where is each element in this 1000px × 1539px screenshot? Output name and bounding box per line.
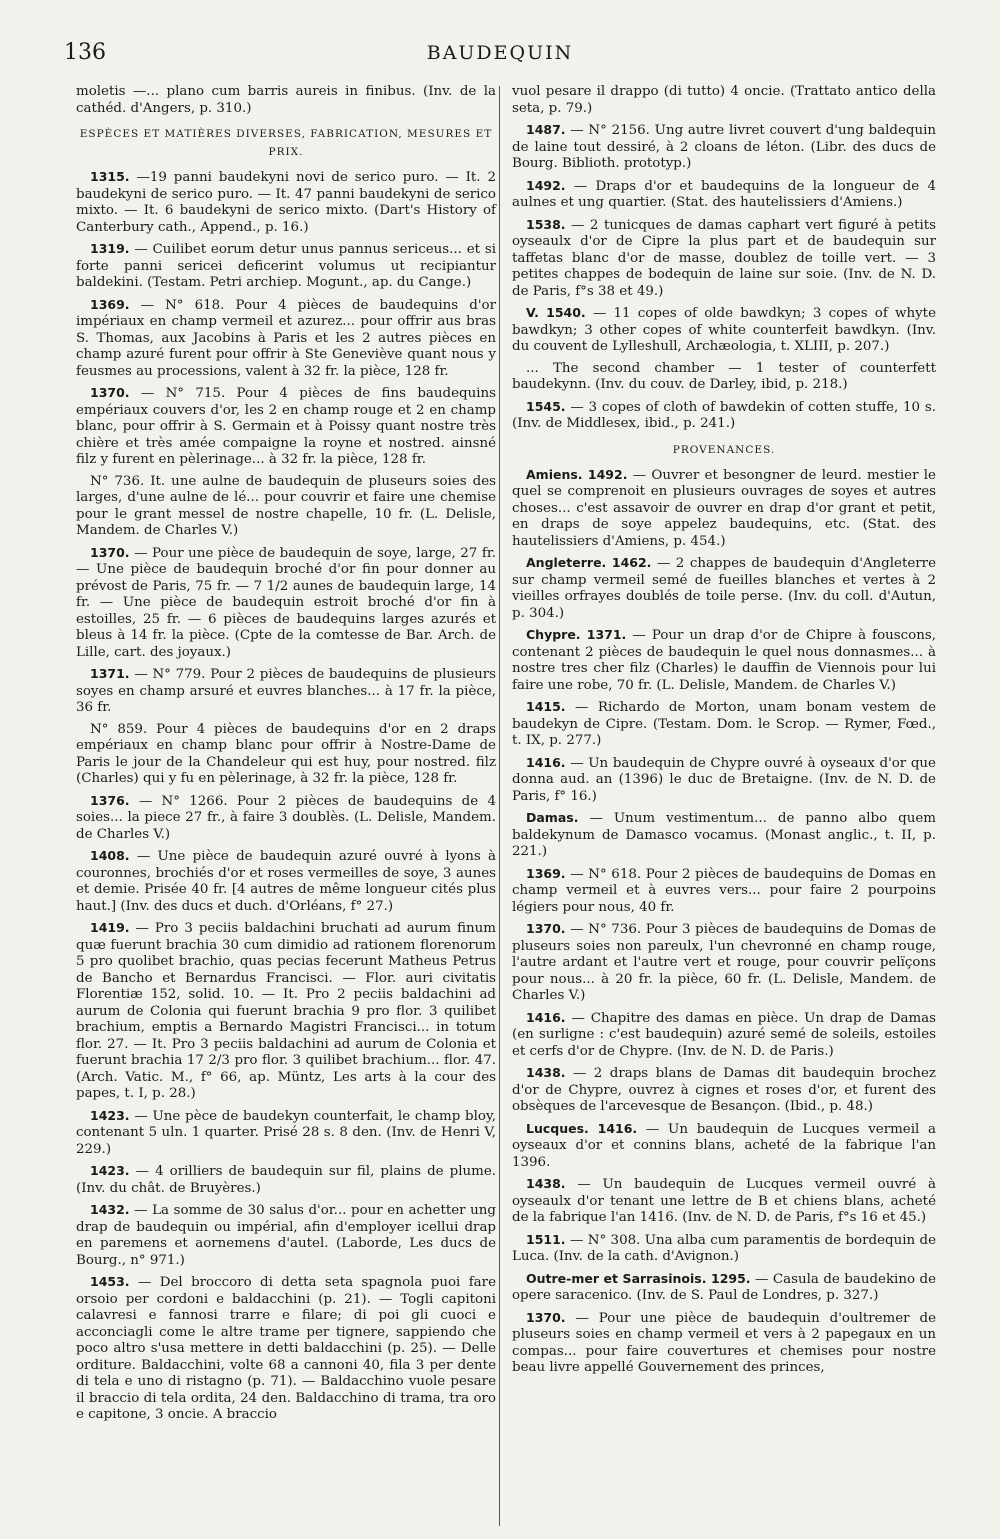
dated-entry <box>512 1010 936 1061</box>
entry-date: 1370. <box>526 921 566 936</box>
entry-date: 1369. <box>90 296 130 312</box>
dated-entry <box>76 793 496 844</box>
dated-entry <box>512 699 936 750</box>
entry-date: 1408. <box>90 848 130 863</box>
dated-entry <box>512 217 936 301</box>
right-column <box>512 84 936 1382</box>
entry-date: 1511. <box>526 1231 566 1247</box>
entry-text: — 2 chappes de baudequin d'Angleterre sur champ vermeil semé de fueilles blanches et vertes à 2 vieilles orfrayes doublés de toile perse. (Inv. du coll. d'Autun, p. 304.) <box>512 556 936 621</box>
paragraph: moletis —... plano cum barris aureis in finibus. (Inv. de la cathéd. d'Angers, p. 310.) <box>76 84 496 116</box>
entry-date: 1376. <box>90 792 130 808</box>
page-number: 136 <box>64 40 106 65</box>
entry-date: 1416. <box>526 1009 566 1025</box>
entry-text: — Une pèce de baudekyn counterfait, le champ bloy, contenant 5 uln. 1 quarter. Prisé 28 s. 8 den. (Inv. de Henri V, 229.) <box>76 1108 497 1157</box>
dated-entry <box>76 169 496 236</box>
entry-text: — 3 copes of cloth of bawdekin of cotten stuffe, 10 s. (Inv. de Middlesex, ibid., p. 241.) <box>512 399 936 431</box>
entry-text: — Del broccoro di detta seta spagnola puoi fare orsoio per cordoni e baldacchini (p. 21). — Togli capitoni calavresi e fannosi trarre e filare; di poi gli cuoci e acconciagli come le altre trame per tignere, sappiendo che poco altro s'usa mettere in detti baldacchini (p. 25). — Delle orditure. Baldacchini, volte 68 a cannoni 40, fila 3 per dente di tela e uno di ristagno (p. 71). — Baldacchino vuole pesare il braccio di tela ordita, 24 den. Baldacchino di trama, tra oro e capitone, 3 oncie. A braccio <box>76 1275 496 1422</box>
dated-entry <box>76 297 496 381</box>
entry-text: — Un baudequin de Lucques vermeil a oyseaux d'or et connins blans, acheté de la fabrique l'an 1396. <box>512 1121 936 1170</box>
entry-text: — La somme de 30 salus d'or... pour en achetter ung drap de baudequin ou impérial, afin d'employer icellui drap en paremens et aornemens d'autel. (Laborde, Les ducs de Bourg., n° 971.) <box>76 1203 496 1268</box>
entry-text: — Un baudequin de Lucques vermeil ouvré à oyseaulx d'or tenant une lettre de B et chiens blans, acheté de la fabrique l'an 1416. (Inv. de N. D. de Paris, f°s 16 et 45.) <box>512 1177 936 1225</box>
dated-entry <box>76 1202 496 1269</box>
dated-entry <box>512 305 936 356</box>
entry-text: — 2 draps blans de Damas dit baudequin brochez d'or de Chypre, ouvrez à cignes et roses d'or, et furent des obsèques de l'arcevesque de Besançon. (Ibid., p. 48.) <box>512 1066 936 1114</box>
entry-date: 1545. <box>526 398 566 414</box>
entry-date: 1438. <box>526 1176 566 1191</box>
paragraph: ... The second chamber — 1 tester of counterfett baudekynn. (Inv. du couv. de Darley, ibid, p. 218.) <box>512 360 936 392</box>
entry-text: — N° 779. Pour 2 pièces de baudequins de plusieurs soyes en champ arsuré et euvres blanches... à 17 fr. la pièce, 36 fr. <box>76 667 496 715</box>
entry-date: 1487. <box>526 122 566 137</box>
dated-entry <box>512 1176 936 1227</box>
entry-date: 1315. <box>90 169 130 184</box>
dated-entry <box>76 1163 496 1197</box>
entry-date: Outre-mer et Sarrasinois. 1295. <box>526 1270 751 1286</box>
dated-entry <box>512 1310 936 1377</box>
dated-entry <box>76 241 496 292</box>
entry-date: Angleterre. 1462. <box>526 555 652 570</box>
dated-entry <box>512 810 936 861</box>
entry-date: 1538. <box>526 216 566 232</box>
entry-date: 1423. <box>90 1107 130 1123</box>
entry-text: — Ouvrer et besongner de leurd. mestier le quel se comprenoit en plusieurs ouvrages de soyes et autres choses... c'est assavoir de ouvrer en drap d'or grant et petit, en draps de soye appelez baudequins, etc. (Stat. des hautelissiers d'Amiens, p. 454.) <box>512 467 936 549</box>
entry-date: 1370. <box>90 385 130 400</box>
dated-entry <box>512 1121 936 1172</box>
dated-entry <box>512 866 936 917</box>
entry-date: Lucques. 1416. <box>526 1120 638 1136</box>
entry-text: — Pour une pièce de baudequin d'oultremer de pluseurs soies en champ vermeil et vers à 2 papegaux en un compas... pour faire couvertures et chemises pour nostre beau livre appellé Gouvernement des princes, <box>512 1310 936 1375</box>
dated-entry <box>512 627 936 694</box>
entry-text: — Unum vestimentum... de panno albo quem baldekynum de Damasco vocamus. (Monast anglic., t. II, p. 221.) <box>512 811 936 859</box>
dated-entry <box>512 467 936 551</box>
entry-date: 1432. <box>90 1202 130 1217</box>
dated-entry <box>76 1108 496 1159</box>
entry-text: — N° 736. Pour 3 pièces de baudequins de Domas de pluseurs soies non pareulx, l'un chevronné en champ rouge, l'autre ardant et l'autre vert et rouge, pour couvrir pelïçons pour nous... à 20 fr. la pièce, 60 fr. (L. Delisle, Mandem. de Charles V.) <box>512 922 936 1003</box>
entry-date: Damas. <box>526 810 579 825</box>
dated-entry <box>76 920 496 1103</box>
entry-date: 1319. <box>90 241 130 256</box>
dated-entry <box>76 385 496 469</box>
entry-date: 1415. <box>526 699 566 714</box>
entry-date: Chypre. 1371. <box>526 627 627 642</box>
dated-entry <box>512 755 936 806</box>
dated-entry <box>512 555 936 622</box>
dated-entry <box>512 1271 936 1305</box>
entry-text: — Casula de baudekino de opere saracenico. (Inv. de S. Paul de Londres, p. 327.) <box>512 1271 936 1303</box>
entry-text: — Draps d'or et baudequins de la longueur de 4 aulnes et ung quartier. (Stat. des hautelissiers d'Amiens.) <box>512 178 936 210</box>
dated-entry <box>76 545 496 662</box>
entry-date: 1438. <box>526 1065 566 1080</box>
entry-text: — 11 copes of olde bawdkyn; 3 copes of whyte bawdkyn; 3 other copes of white counterfeit bawdkyn. (Inv. du couvent de Lylleshull, Archæologia, t. XLIII, p. 207.) <box>512 306 936 354</box>
entry-text: — N° 2156. Ung autre livret couvert d'ung baldequin de laine tout dessiré, à 2 cloans de léton. (Libr. des ducs de Bourg. Biblioth. prototyp.) <box>512 123 936 171</box>
column-divider <box>499 86 500 1526</box>
dated-entry <box>76 848 496 915</box>
dated-entry <box>76 1274 496 1424</box>
entry-text: — Richardo de Morton, unam bonam vestem de baudekyn de Cipre. (Testam. Dom. le Scrop. — Rymer, Fœd., t. IX, p. 277.) <box>512 700 936 748</box>
dated-entry <box>512 399 936 433</box>
entry-text: — N° 618. Pour 2 pièces de baudequins de Domas en champ vermeil et à euvres vers... pour faire 2 pourpoins légiers pour nous, 40 fr. <box>512 866 936 915</box>
entry-date: V. 1540. <box>526 305 586 320</box>
entry-text: — Pro 3 peciis baldachini bruchati ad aurum finum quæ fuerunt brachia 30 cum dimidio ad rationem florenorum 5 pro quolibet brachio, quas pecias fecerunt Matheus Petrus de Bancho et Bernardus Francisci. — Flor. auri civitatis Florentiæ 152, solid. 10. — It. Pro 2 peciis baldachini ad aurum de Colonia qui fuerunt brachia 9 pro flor. 3 quilibet brachium, emptis a Bernardo Magistri Francisci... in totum flor. 27. — It. Pro 3 peciis baldachini ad aurum de Colonia et fuerunt brachia 17 2/3 pro flor. 3 quilibet brachium... flor. 47. (Arch. Vatic. M., f° 66, ap. Müntz, Les arts à la cour des papes, t. I, p. 28.) <box>76 921 496 1101</box>
dated-entry <box>512 1232 936 1266</box>
entry-date: Amiens. 1492. <box>526 466 628 482</box>
dated-entry <box>512 1065 936 1116</box>
entry-text: — 2 tunicques de damas caphart vert figuré à petits oyseaulx d'or de Cipre la plus part et de baudequin sur taffetas blanc d'or de masse, doublez de toille vert. — 3 petites chappes de bodequin de laine sur soie. (Inv. de N. D. de Paris, f°s 38 et 49.) <box>512 217 936 299</box>
dated-entry <box>76 666 496 717</box>
entry-text: —19 panni baudekyni novi de serico puro. — It. 2 baudekyni de serico puro. — It. 47 panni baudekyni de serico mixto. — It. 6 baudekyni de serico mixto. (Dart's History of Canterbury cath., Append., p. 16.) <box>76 170 496 235</box>
entry-text: — Cuilibet eorum detur unus pannus sericeus... et si forte panni sericei deficerint volumus ut recipiantur baldekini. (Testam. Petri archiep. Mogunt., ap. du Cange.) <box>76 242 496 290</box>
entry-text: — Chapitre des damas en pièce. Un drap de Damas (en surligne : c'est baudequin) azuré semé de soleils, estoiles et cerfs d'or de Chypre. (Inv. de N. D. de Paris.) <box>512 1010 936 1059</box>
entry-text: — Pour une pièce de baudequin de soye, large, 27 fr. — Une pièce de baudequin broché d'or fin pour donner au prévost de Paris, 75 fr. — 7 1/2 aunes de baudequin large, 14 fr. — Une pièce de baudequin estroit broché d'or fin à estoilles, 25 fr. — 6 pièces de baudequins larges azurés et bleus à 14 fr. la pièce. (Cpte de la comtesse de Bar. Arch. de Lille, cart. des joyaux.) <box>76 545 497 660</box>
left-column <box>76 84 496 1429</box>
entry-date: 1416. <box>526 754 566 770</box>
entry-date: 1370. <box>90 544 130 560</box>
entry-text: — N° 618. Pour 4 pièces de baudequins d'or impériaux en champ vermeil et azurez... pour offrir aus bras S. Thomas, aux Jacobins à Paris et les 2 autres pièces en champ azuré furent pour offrir à Ste Geneviève quant nous y feusmes au processions, valent à 32 fr. la pièce, 128 fr. <box>76 297 496 379</box>
entry-text: — Pour un drap d'or de Chipre à fouscons, contenant 2 pièces de baudequin le quel nous donnasmes... à nostre tres cher filz (Charles) le dauffin de Viennois pour lui faire une robe, 70 fr. (L. Delisle, Mandem. de Charles V.) <box>512 628 936 693</box>
entry-text: — N° 308. Una alba cum paramentis de bordequin de Luca. (Inv. de la cath. d'Avignon.) <box>512 1232 937 1264</box>
entry-date: 1492. <box>526 177 566 193</box>
entry-text: — Une pièce de baudequin azuré ouvré à lyons à couronnes, brochiés d'or et roses vermeilles de soye, 3 aunes et demie. Prisée 40 fr. [4 autres de même longueur cités plus haut.] (Inv. des ducs et duch. d'Orléans, f° 27.) <box>76 849 496 914</box>
entry-date: 1453. <box>90 1274 130 1289</box>
entry-text: — N° 1266. Pour 2 pièces de baudequins de 4 soies... la piece 27 fr., à faire 3 doublès. (L. Delisle, Mandem. de Charles V.) <box>76 793 496 842</box>
entry-text: — 4 orilliers de baudequin sur fil, plains de plume. (Inv. du chât. de Bruyères.) <box>76 1164 497 1196</box>
entry-text: — Un baudequin de Chypre ouvré à oyseaux d'or que donna aud. an (1396) le duc de Bretaigne. (Inv. de N. D. de Paris, f° 16.) <box>512 755 936 804</box>
entry-date: 1370. <box>526 1309 566 1325</box>
paragraph: vuol pesare il drappo (di tutto) 4 oncie. (Trattato antico della seta, p. 79.) <box>512 84 936 116</box>
entry-date: 1419. <box>90 920 130 935</box>
entry-date: 1423. <box>90 1163 130 1178</box>
dated-entry <box>512 921 936 1005</box>
section-heading: PROVENANCES. <box>672 443 776 456</box>
dated-entry <box>512 178 936 212</box>
dated-entry <box>512 122 936 173</box>
paragraph: N° 859. Pour 4 pièces de baudequins d'or en 2 draps empériaux en champ blanc pour offrir à Nostre-Dame de Paris le jour de la Chandeleur qui est huy, pour nostred. filz (Charles) qui y fu en pèlerinage, à 32 fr. la pièce, 128 fr. <box>76 721 496 786</box>
entry-text: — N° 715. Pour 4 pièces de fins baudequins empériaux couvers d'or, les 2 en champ rouge et 2 en champ blanc, pour offrir à S. Germain et à Poissy quant nostre très chière et très amée compaigne la royne et nostred. ainsné filz y furent en pèlerinage... à 32 fr. la pièce, 128 fr. <box>76 386 496 467</box>
entry-date: 1371. <box>90 666 130 681</box>
paragraph: N° 736. It. une aulne de baudequin de pluseurs soies des larges, d'une aulne de lé... pour couvrir et faire une chemise pour le grant messel de nostre chapelle, 10 fr. (L. Delisle, Mandem. de Charles V.) <box>76 473 496 538</box>
section-heading: ESPÈCES ET MATIÈRES DIVERSES, FABRICATION, MESURES ET PRIX. <box>79 128 493 158</box>
running-title: BAUDEQUIN <box>426 42 574 64</box>
entry-date: 1369. <box>526 865 566 881</box>
